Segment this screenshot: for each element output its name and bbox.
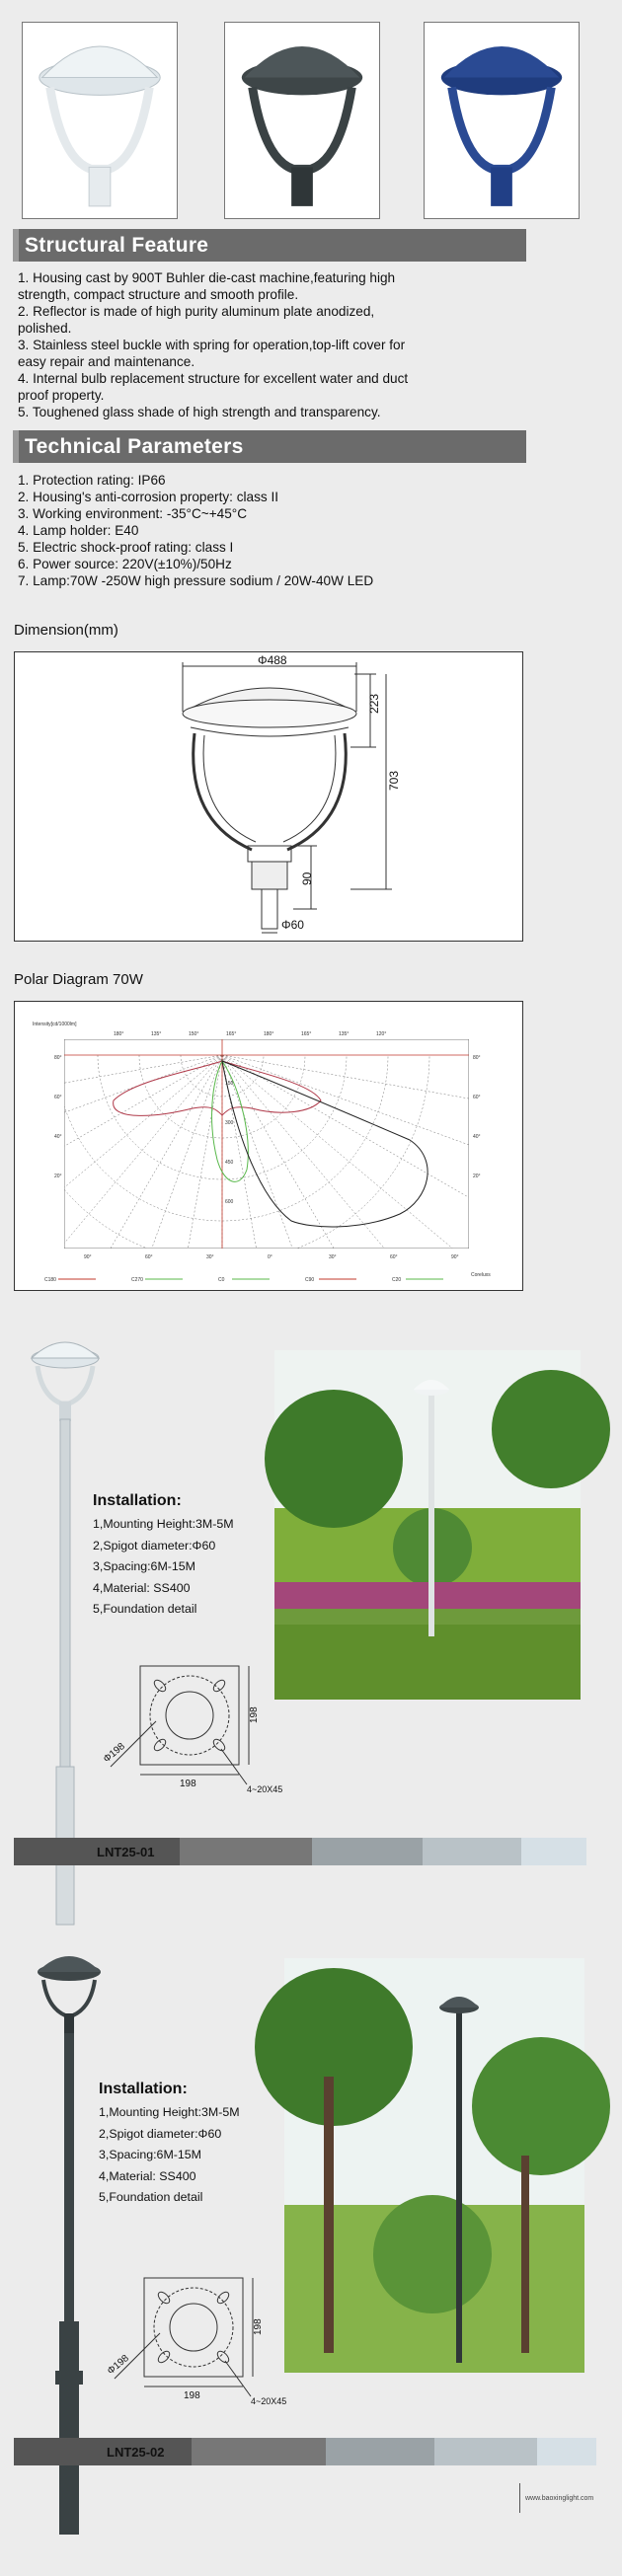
technical-parameters-header <box>13 430 526 463</box>
structural-line: 5. Toughened glass shade of high strength and transparency. <box>18 405 381 419</box>
technical-parameters-list <box>18 472 531 589</box>
polar-value-label: 150 <box>225 1081 234 1087</box>
foundation-2-depth: 198 <box>253 2318 264 2335</box>
polar-radial-label: 40° <box>473 1134 481 1140</box>
dim-head-height: 223 <box>367 693 381 714</box>
installation-section-1 <box>0 1323 622 1934</box>
installation-1-line: 2,Spigot diameter:Φ60 <box>93 1538 216 1553</box>
white-lamp-image <box>23 23 177 218</box>
foundation-drawing-2 <box>103 2270 287 2408</box>
technical-parameters-title: Technical Parameters <box>25 435 244 458</box>
polar-bottom-angle: 30° <box>206 1254 214 1260</box>
thumbnail-white-lamp <box>22 22 178 219</box>
installation-2-line: 1,Mounting Height:3M-5M <box>99 2105 240 2119</box>
dimension-drawing-panel <box>14 651 523 942</box>
polar-top-angle: 180° <box>264 1031 274 1037</box>
foundation-2-bolts: 4~20X45 <box>251 2396 287 2406</box>
installation-2-line: 5,Foundation detail <box>99 2190 203 2204</box>
thumbnail-dark-lamp <box>224 22 380 219</box>
technical-line: 5. Electric shock-proof rating: class I <box>18 540 234 555</box>
polar-radial-line <box>222 1055 612 1197</box>
polar-radial-label: 60° <box>54 1095 62 1100</box>
installation-2-title: Installation: <box>99 2081 188 2097</box>
dim-spigot-diameter: Φ60 <box>281 918 304 932</box>
technical-line: 3. Working environment: -35°C~+45°C <box>18 506 248 521</box>
polar-top-angle: 135° <box>151 1031 162 1037</box>
technical-line: 1. Protection rating: IP66 <box>18 473 166 488</box>
structural-line: 4. Internal bulb replacement structure for excellent water and duct <box>18 371 409 386</box>
installation-1-title: Installation: <box>93 1492 182 1509</box>
dimension-drawing <box>15 652 524 943</box>
dim-total-height: 703 <box>387 770 401 791</box>
structural-feature-list <box>18 269 531 420</box>
polar-curve-c180 <box>114 1061 321 1115</box>
foundation-1-width: 198 <box>180 1779 196 1789</box>
installation-2-list <box>99 2102 240 2209</box>
installation-2-line: 2,Spigot diameter:Φ60 <box>99 2126 222 2141</box>
polar-radial-label: 40° <box>54 1134 62 1140</box>
polar-brand: Coreluxs <box>471 1272 491 1278</box>
polar-legend-label: C180 <box>44 1277 56 1283</box>
dark-lamp-image <box>225 23 379 218</box>
polar-value-label: 600 <box>225 1199 234 1205</box>
structural-line: 2. Reflector is made of high purity aluminum plate anodized, <box>18 304 375 319</box>
foundation-drawing-1 <box>99 1658 283 1796</box>
polar-top-angle: 150° <box>189 1031 199 1037</box>
installation-2-line: 3,Spacing:6M-15M <box>99 2148 201 2161</box>
installation-photo-1 <box>274 1350 581 1700</box>
foundation-1-bolts: 4~20X45 <box>247 1784 283 1794</box>
technical-line: 4. Lamp holder: E40 <box>18 523 139 538</box>
installation-1-list <box>93 1514 234 1621</box>
polar-radial-line <box>222 1055 622 1127</box>
foundation-2-width: 198 <box>184 2390 200 2401</box>
polar-value-label: 450 <box>225 1160 234 1166</box>
polar-curve-c90 <box>222 1061 428 1227</box>
structural-line: 1. Housing cast by 900T Buhler die-cast machine,featuring high <box>18 270 396 285</box>
polar-radial-line <box>0 1055 222 1262</box>
polar-top-angle: 180° <box>114 1031 124 1037</box>
model-label-2: LNT25-02 <box>107 2445 165 2460</box>
polar-top-angle: 165° <box>301 1031 312 1037</box>
polar-frame <box>64 1039 469 1249</box>
polar-bottom-angle: 0° <box>268 1254 272 1260</box>
polar-caption: Polar Diagram 70W <box>14 971 143 988</box>
polar-diagram-panel <box>14 1001 523 1291</box>
polar-value-label: 300 <box>225 1120 234 1126</box>
structural-line: easy repair and maintenance. <box>18 354 195 369</box>
polar-radial-label: 20° <box>54 1174 62 1179</box>
polar-axis-title: Intensity[cd/1000lm] <box>33 1022 77 1027</box>
polar-curves <box>114 1061 428 1227</box>
installation-2-line: 4,Material: SS400 <box>99 2168 196 2183</box>
foundation-1-depth: 198 <box>249 1706 260 1723</box>
dim-top-width: Φ488 <box>258 653 287 667</box>
polar-radial-label: 20° <box>473 1174 481 1179</box>
model-bar-2 <box>14 2438 596 2465</box>
polar-radial-line <box>0 1055 222 1197</box>
installation-1-line: 1,Mounting Height:3M-5M <box>93 1517 234 1531</box>
polar-legend-label: C90 <box>305 1277 315 1283</box>
installation-section-2 <box>0 1934 622 2576</box>
polar-top-angle: 135° <box>339 1031 350 1037</box>
polar-radial-label: 60° <box>473 1095 481 1100</box>
blue-lamp-image <box>425 23 579 218</box>
model-label-1: LNT25-01 <box>97 1845 155 1859</box>
polar-legend-label: C20 <box>392 1277 402 1283</box>
technical-line: 6. Power source: 220V(±10%)/50Hz <box>18 557 232 571</box>
footer-divider <box>519 2483 520 2513</box>
installation-1-line: 5,Foundation detail <box>93 1602 197 1616</box>
polar-bottom-angle: 60° <box>145 1254 153 1260</box>
structural-line: strength, compact structure and smooth profile. <box>18 287 299 302</box>
polar-top-angle: 165° <box>226 1031 237 1037</box>
foundation-1-diagonal: Φ198 <box>101 1741 127 1766</box>
foundation-2-diagonal: Φ198 <box>105 2353 131 2378</box>
structural-line: polished. <box>18 321 72 336</box>
polar-legend <box>44 1031 481 1283</box>
polar-legend-label: C270 <box>131 1277 143 1283</box>
polar-bottom-angle: 90° <box>84 1254 92 1260</box>
polar-bottom-angle: 30° <box>329 1254 337 1260</box>
technical-line: 7. Lamp:70W -250W high pressure sodium / 20W-40W LED <box>18 573 374 588</box>
installation-photo-2 <box>284 1958 584 2373</box>
dim-spigot-height: 90 <box>300 871 314 885</box>
structural-feature-title: Structural Feature <box>25 234 209 257</box>
polar-radial-label: 80° <box>54 1055 62 1061</box>
installation-1-line: 3,Spacing:6M-15M <box>93 1559 195 1573</box>
structural-line: 3. Stainless steel buckle with spring for operation,top-lift cover for <box>18 338 406 352</box>
structural-feature-header <box>13 229 526 262</box>
polar-top-angle: 120° <box>376 1031 387 1037</box>
polar-bottom-angle: 90° <box>451 1254 459 1260</box>
polar-legend-label: C0 <box>218 1277 225 1283</box>
dimension-caption: Dimension(mm) <box>14 622 118 639</box>
footer-website: www.baoxinglight.com <box>525 2495 594 2502</box>
polar-radial-line <box>0 1055 222 1127</box>
structural-line: proof property. <box>18 388 105 403</box>
polar-radial-label: 80° <box>473 1055 481 1061</box>
technical-line: 2. Housing's anti-corrosion property: class II <box>18 490 279 504</box>
polar-diagram <box>15 1002 524 1292</box>
polar-bottom-angle: 60° <box>390 1254 398 1260</box>
thumbnail-blue-lamp <box>424 22 580 219</box>
installation-1-line: 4,Material: SS400 <box>93 1580 191 1595</box>
